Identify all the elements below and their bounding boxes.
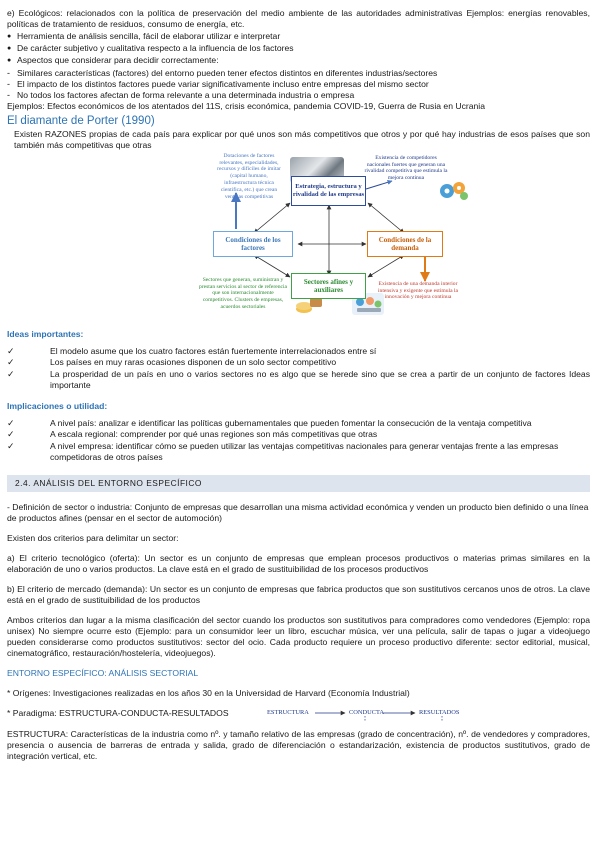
box-factors: Condiciones de los factores (213, 231, 293, 257)
structure-label: ESTRUCTURA: (7, 728, 69, 739)
bullet-list (7, 31, 590, 67)
list-item: ✓ La prosperidad de un país en uno o varios sectores no es algo que se herede sino que se crea a partir de un conjunto de factores Ideas importante (7, 368, 590, 390)
list-item: ✓ A nivel país: analizar e identificar las políticas gubernamentales que pueden fomentar la consecución de la ventaja competitiva (7, 417, 532, 428)
bullet-icon: ● (7, 45, 12, 52)
dash-icon: - (7, 79, 10, 89)
examples-line: Ejemplos: Efectos económicos de los atentados del 11S, crisis económica, pandemia COVID-19, Guerra de Rusia en Ucrania (7, 101, 485, 111)
dash-icon: - (7, 90, 10, 100)
paradigm-flow (267, 708, 477, 722)
box-strategy: Estrategia, estructura y rivalidad de las empresas (291, 176, 366, 206)
ecological-paragraph: e) Ecológicos: relacionados con la política de preservación del medio ambiente de las autoridades administrativas Ejemplos: energías renovables, políticas de tratamiento de residuos, consumo de energía, etc. (7, 8, 590, 29)
uses-list (7, 418, 590, 463)
criterion-a: a) El criterio tecnológico (oferta): Un sector es un conjunto de empresas que emplean procesos productivos o materias primas similares en la elaboración de uno o varios productos. La clave está en el grado de sustituibilidad de los procesos productivos (7, 552, 590, 574)
list-item: ● Herramienta de análisis sencilla, fácil de elaborar utilizar e interpretar (7, 31, 281, 41)
list-item: ● Aspectos que considerar para decidir correctamente: (7, 55, 219, 65)
checkmark-icon: ✓ (7, 429, 15, 440)
paradigm-row (7, 708, 590, 722)
definition-paragraph: - Definición de sector o industria: Conjunto de empresas que desarrollan una misma actividad económica y venden un producto bien definido o una línea de productos afines (pensar en el sector de automoción) (7, 501, 589, 523)
flow-structure: ESTRUCTURA (267, 708, 309, 716)
list-item: ✓ El modelo asume que los cuatro factores están fuertemente interrelacionados entre sí (7, 345, 377, 356)
list-item: ✓ A nivel empresa: identificar cómo se pueden utilizar las ventajas competitivas nacionales para generar ventajas frente a las empresas competidoras de otros países (7, 440, 559, 462)
list-item: - Similares características (factores) del entorno pueden tener efectos distintos en diferentes industrias/sectores (7, 68, 438, 78)
note-demand: Existencia de una demanda interior intensiva y exigente que estimula la innovación y mejora continua (378, 280, 458, 301)
section-title: 2.4. ANÁLISIS DEL ENTORNO ESPECÍFICO (15, 477, 202, 488)
ideas-list (7, 346, 590, 391)
list-item: ● De carácter subjetivo y cualitativa respecto a la influencia de los factores (7, 43, 294, 53)
list-item: - No todos los factores afectan de forma relevante a una determinada industria o empresa (7, 90, 355, 100)
bullet-icon: ● (7, 57, 12, 64)
sectorial-heading: ENTORNO ESPECÍFICO: ANÁLISIS SECTORIAL (7, 667, 199, 678)
checkmark-icon: ✓ (7, 357, 15, 368)
checkmark-icon: ✓ (7, 345, 15, 356)
section-heading-bar (7, 475, 590, 492)
list-item: - El impacto de los distintos factores puede variar significativamente incluso entre empresas del mismo sector (7, 79, 429, 89)
note-strategy: Existencia de competidores nacionales fuertes que generan una rivalidad competitiva que estimula la mejora continua (364, 154, 448, 182)
box-related: Sectores afines y auxiliares (291, 273, 366, 299)
porter-intro: Existen RAZONES propias de cada país para explicar por qué unos son más competitivos que otros y por qué hay industrias de esos países que son también más competitivas que otras (14, 128, 590, 150)
note-factors: Dotaciones de factores relevantes, especialidades, recursos y difíciles de imitar (capital humano, infraestructura técnica científica, etc.) que crean ventajas competitivas (217, 152, 281, 200)
porter-diamond-diagram (0, 151, 599, 327)
list-item: ✓ Los países en muy raras ocasiones disponen de un solo sector competitivo (7, 357, 337, 368)
criteria-intro: Existen dos criterios para delimitar un sector: (7, 532, 179, 543)
flow-conduct: CONDUCTA (349, 708, 384, 716)
note-related: Sectores que generan, suministran y prestan servicios al sector de referencia que son internacionalmente competitivos. Clusters de empresas, acuerdos sectoriales (198, 276, 288, 310)
structure-text: Características de la industria como nº. y tamaño relativo de las empresas (grado de concentración), nº. de vendedores y compradores, presencia o ausencia de barreras de entrada y salida, grado de diferenciación o estandarización, existencia de productos sustitutivos, grado de integración vertical, etc. (7, 728, 590, 761)
paradigm-line: * Paradigma: ESTRUCTURA-CONDUCTA-RESULTADOS (7, 707, 229, 718)
checkmark-icon: ✓ (7, 440, 15, 451)
gears-icon (438, 179, 470, 201)
bullet-icon: ● (7, 33, 12, 40)
checkmark-icon: ✓ (7, 417, 15, 428)
ideas-heading: Ideas importantes: (7, 328, 84, 339)
porter-title: El diamante de Porter (1990) (7, 115, 155, 127)
dash-list (7, 68, 590, 101)
origins-line: * Orígenes: Investigaciones realizadas en los años 30 en la Universidad de Harvard (Economía Industrial) (7, 687, 410, 698)
checkmark-icon: ✓ (7, 368, 15, 379)
criterion-b: b) El criterio de mercado (demanda): Un sector es un conjunto de empresas que fabrica productos que son sustitutivos cercanos unos de otros. La clave está en el grado de sustituibilidad de los productos (7, 583, 590, 605)
both-criteria-paragraph: Ambos criterios dan lugar a la misma clasificación del sector cuando los productos son sustitutivos para compradores como vendedores (Ejemplo: ropa unisex) No siempre ocurre esto (Ejemplo: para un consumidor leer un libro, escuchar música, ver una película, salir de tapas o jugar a videojuego pueden considerarse como productos sustitutivos: sector del ocio. Cada producto requiere un proceso productivo diferente: sector editorial, musical, cinematográfico, restauración/hostelería, videojuegos). (7, 614, 590, 658)
structure-paragraph (7, 729, 590, 762)
uses-heading: Implicaciones o utilidad: (7, 400, 108, 411)
flow-results: RESULTADOS (419, 708, 460, 716)
box-demand: Condiciones de la demanda (367, 231, 443, 257)
dash-icon: - (7, 68, 10, 78)
list-item: ✓ A escala regional: comprender por qué unas regiones son más competitivas que otras (7, 429, 378, 440)
